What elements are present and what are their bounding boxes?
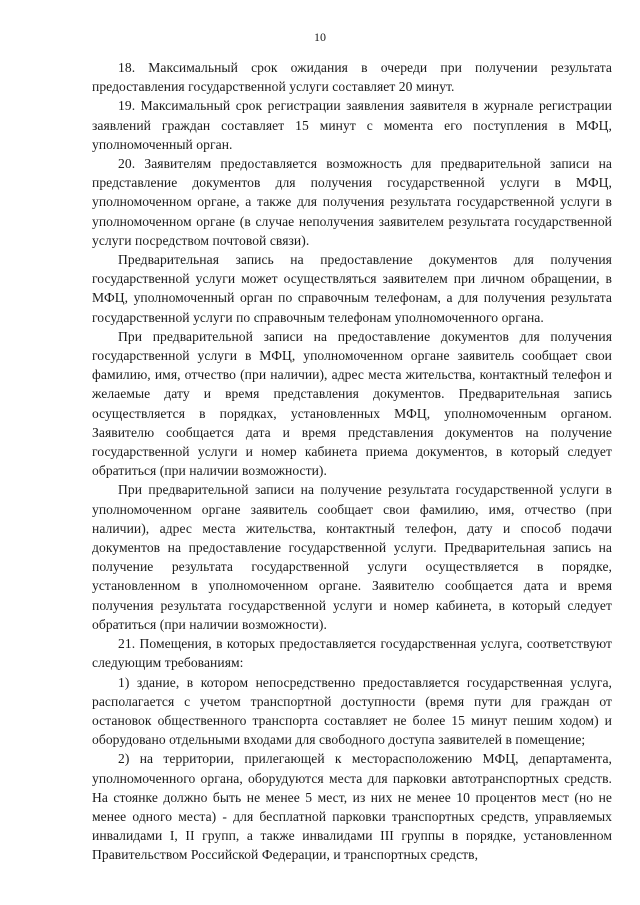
paragraph-21-item-1: 1) здание, в котором непосредственно предоставляется государственная услуга, располагается с учетом транспортной доступности (время пути для граждан от остановок общественного транспорта составляет не более 15 минут пешим ходом) и оборудовано отдельными входами для свободного доступа заявителей в помещение; xyxy=(92,674,612,748)
paragraph-18: 18. Максимальный срок ожидания в очереди при получении результата предоставления государственной услуги составляет 20 минут. xyxy=(92,60,612,95)
paragraph-21: 21. Помещения, в которых предоставляется государственная услуга, соответствуют следующим требованиям: xyxy=(92,636,612,671)
paragraph-19: 19. Максимальный срок регистрации заявления заявителя в журнале регистрации заявлений граждан составляет 15 минут с момента его поступления в МФЦ, уполномоченный орган. xyxy=(92,98,612,152)
paragraph-pre-registration-methods: Предварительная запись на предоставление документов для получения государственной услуги может осуществляться заявителем при личном обращении, в МФЦ, уполномоченный орган по справочным телефонам, а для получения результата государственной услуги по справочным телефонам уполномоченного органа. xyxy=(92,252,612,325)
document-body xyxy=(92,58,612,865)
paragraph-21-item-2: 2) на территории, прилегающей к месторасположению МФЦ, департамента, уполномоченного органа, оборудуются места для парковки автотранспортных средств. На стоянке должно быть не менее 5 мест, из них не менее 10 процентов мест (но не менее одного места) - для бесплатной парковки транспортных средств, управляемых инвалидами I, II групп, а также инвалидами III группы в порядке, установленном Правительством Российской Федерации, и транспортных средств, xyxy=(92,751,612,863)
paragraph-pre-registration-result: При предварительной записи на получение результата государственной услуги в уполномоченном органе заявитель сообщает свои фамилию, имя, отчество (при наличии), адрес места жительства, контактный телефон, дату и способ подачи документов на предоставление государственной услуги. Предварительная запись на получение результата государственной услуги осуществляется в порядке, установленном в уполномоченном органе. Заявителю сообщается дата и время получения результата государственной услуги и номер кабинета, в который следует обратиться (при наличии возможности). xyxy=(92,482,612,632)
page-number: 10 xyxy=(314,30,326,44)
paragraph-20: 20. Заявителям предоставляется возможность для предварительной записи на представление документов для получения государственной услуги в МФЦ, уполномоченном органе, а также для получения результата государственной услуги в уполномоченном органе (в случае неполучения заявителем результата государственной услуги посредством почтовой связи). xyxy=(92,156,612,248)
paragraph-pre-registration-documents: При предварительной записи на предоставление документов для получения государственной услуги в МФЦ, уполномоченном органе заявитель сообщает свои фамилию, имя, отчество (при наличии), адрес места жительства, контактный телефон и желаемые дату и время представления документов. Предварительная запись осуществляется в порядках, установленных МФЦ, уполномоченным органом. Заявителю сообщается дата и время представления документов на получение государственной услуги и номер кабинета приема документов, в который следует обратиться (при наличии возможности). xyxy=(92,328,612,479)
